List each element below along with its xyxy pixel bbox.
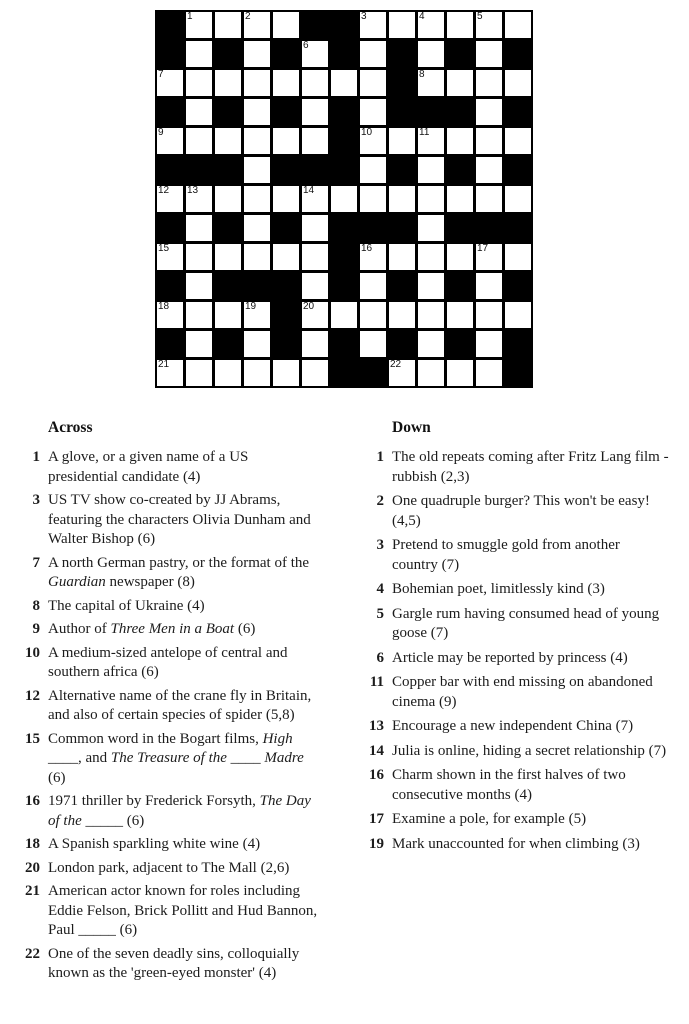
clue-item-number: 8 [32,597,40,614]
grid-cell-white[interactable] [157,360,183,386]
clue-item-text: Alternative name of the crane fly in Britain, and also of certain species of spider (5,8) [48,687,312,723]
grid-cell-black [476,215,502,241]
grid-cell-black [360,215,386,241]
grid-cell-black [157,157,183,183]
clue-item-text: Mark unaccounted for when climbing (3) [392,835,640,852]
grid-cell-black [273,331,299,357]
grid-cell-white[interactable] [186,302,212,328]
grid-cell-white[interactable] [389,244,415,270]
grid-cell-white[interactable] [157,302,183,328]
clue-item-down-11 [366,673,676,712]
grid-cell-white[interactable] [302,128,328,154]
grid-cell-white[interactable] [447,70,473,96]
grid-cell-white[interactable] [244,186,270,212]
clue-item-text: 1971 thriller by Frederick Forsyth, The Day of the _____ (6) [48,793,311,829]
grid-cell-black [331,215,357,241]
clues-section [0,420,676,988]
grid-cell-white[interactable] [505,12,531,38]
grid-cell-white[interactable] [157,244,183,270]
grid-cell-white[interactable] [476,12,502,38]
down-list [366,448,676,854]
grid-cell-white[interactable] [331,186,357,212]
grid-cell-white[interactable] [244,128,270,154]
clue-item-number: 15 [25,730,40,747]
grid-cell-black [389,215,415,241]
grid-cell-white[interactable] [476,157,502,183]
grid-clue-number: 20 [303,301,315,312]
grid-cell-white[interactable] [476,70,502,96]
clue-item-number: 14 [369,742,384,759]
clue-item-down-3 [366,536,676,575]
grid-cell-black [331,244,357,270]
grid-cell-white[interactable] [360,302,386,328]
clue-item-down-2 [366,492,676,531]
grid-cell-black [273,99,299,125]
grid-cell-black [331,157,357,183]
grid-cell-black [447,215,473,241]
clue-item-text: Julia is online, hiding a secret relationship (7) [392,742,667,759]
down-header: Down [392,419,431,436]
grid-cell-white[interactable] [447,302,473,328]
clue-item-number: 10 [25,644,40,661]
grid-clue-number: 3 [361,11,367,22]
grid-cell-white[interactable] [418,302,444,328]
clue-item-across-9 [22,620,338,640]
clue-item-number: 1 [32,449,40,465]
grid-clue-number: 4 [419,11,425,22]
grid-cell-white[interactable] [244,12,270,38]
clue-item-across-3 [22,491,338,550]
grid-cell-black [447,41,473,67]
grid-clue-number: 15 [158,243,170,254]
grid-cell-black [157,273,183,299]
clue-item-down-1 [366,448,676,487]
grid-clue-number: 17 [477,243,489,254]
grid-cell-white[interactable] [215,12,241,38]
grid-cell-white[interactable] [215,360,241,386]
grid-clue-number: 14 [303,185,315,196]
grid-cell-white[interactable] [186,12,212,38]
grid-cell-white[interactable] [273,186,299,212]
clue-item-across-22 [22,945,338,984]
grid-cell-white[interactable] [505,128,531,154]
grid-cell-white[interactable] [418,273,444,299]
grid-cell-black [447,273,473,299]
grid-cell-white[interactable] [476,331,502,357]
grid-clue-number: 6 [303,40,309,51]
grid-cell-black [186,157,212,183]
grid-cell-white[interactable] [476,273,502,299]
across-list [22,448,338,984]
grid-cell-white[interactable] [273,360,299,386]
grid-cell-black [447,157,473,183]
clue-item-down-5 [366,605,676,644]
grid-clue-number: 19 [245,301,257,312]
grid-cell-white[interactable] [476,99,502,125]
grid-cell-black [389,157,415,183]
grid-cell-white[interactable] [418,186,444,212]
clue-item-text: Bohemian poet, limitlessly kind (3) [392,581,605,597]
grid-cell-black [447,331,473,357]
grid-cell-white[interactable] [418,360,444,386]
grid-cell-white[interactable] [157,186,183,212]
grid-cell-white[interactable] [447,244,473,270]
clue-item-across-8 [22,597,338,617]
grid-cell-black [215,41,241,67]
grid-cell-white[interactable] [389,360,415,386]
clue-item-number: 4 [376,581,384,597]
grid-cell-white[interactable] [244,360,270,386]
grid-cell-white[interactable] [389,128,415,154]
grid-cell-white[interactable] [505,244,531,270]
grid-cell-white[interactable] [331,302,357,328]
grid-cell-white[interactable] [186,41,212,67]
clue-item-down-14 [366,742,676,762]
grid-cell-black [215,215,241,241]
clue-item-across-10 [22,644,338,683]
grid-clue-number: 11 [419,127,430,138]
clue-item-text: Charm shown in the first halves of two consecutive months (4) [392,767,626,803]
grid-cell-black [215,157,241,183]
clue-item-number: 19 [369,835,384,852]
grid-cell-white[interactable] [302,331,328,357]
clue-item-number: 12 [25,687,40,704]
grid-cell-black [215,331,241,357]
grid-cell-white[interactable] [447,128,473,154]
grid-clue-number: 12 [158,185,170,196]
clue-item-number: 16 [25,793,40,809]
grid-cell-white[interactable] [215,70,241,96]
grid-cell-black [273,302,299,328]
grid-cell-white[interactable] [244,70,270,96]
grid-clue-number: 10 [361,127,373,138]
clue-item-text: Pretend to smuggle gold from another country (7) [392,537,620,573]
across-clues-column [22,420,338,988]
grid-cell-white[interactable] [215,128,241,154]
grid-cell-white[interactable] [244,244,270,270]
grid-cell-black [418,99,444,125]
clue-item-text: A north German pastry, or the format of the Guardian newspaper (8) [48,554,310,590]
clue-item-text: Article may be reported by princess (4) [392,649,628,666]
grid-cell-white[interactable] [302,302,328,328]
grid-cell-white[interactable] [418,128,444,154]
grid-cell-white[interactable] [476,186,502,212]
clue-item-across-20 [22,859,338,879]
grid-clue-number: 22 [390,359,402,370]
grid-cell-white[interactable] [302,186,328,212]
grid-cell-black [215,99,241,125]
grid-cell-black [302,12,328,38]
grid-cell-black [302,157,328,183]
clue-item-down-16 [366,766,676,805]
clue-item-down-6 [366,649,676,669]
grid-cell-white[interactable] [476,302,502,328]
grid-cell-black [389,70,415,96]
clue-item-text: Gargle rum having consumed head of young goose (7) [392,605,660,641]
grid-cell-white[interactable] [447,360,473,386]
clue-item-number: 18 [25,836,40,852]
grid-cell-white[interactable] [360,70,386,96]
grid-clue-number: 13 [187,185,199,196]
clue-item-text: US TV show co-created by JJ Abrams, featuring the characters Olivia Dunham and Walter Bishop (6) [48,492,311,547]
clue-item-number: 13 [369,718,384,734]
grid-cell-white[interactable] [360,331,386,357]
grid-cell-white[interactable] [447,186,473,212]
clue-item-text: Copper bar with end missing on abandoned cinema (9) [392,674,653,710]
grid-cell-white[interactable] [389,186,415,212]
clue-item-number: 3 [32,492,40,508]
grid-cell-white[interactable] [360,186,386,212]
grid-cell-black [331,128,357,154]
grid-cell-black [157,331,183,357]
clue-item-number: 16 [369,767,384,783]
grid-cell-white[interactable] [244,302,270,328]
grid-cell-white[interactable] [215,186,241,212]
grid-cell-white[interactable] [418,244,444,270]
grid-cell-white[interactable] [244,157,270,183]
grid-cell-white[interactable] [476,128,502,154]
grid-clue-number: 2 [245,11,251,22]
crossword-grid [155,10,533,388]
clue-item-number: 17 [369,811,384,827]
grid-cell-black [505,215,531,241]
grid-cell-black [389,41,415,67]
grid-cell-white[interactable] [360,157,386,183]
grid-cell-white[interactable] [360,41,386,67]
grid-cell-black [389,99,415,125]
clue-item-number: 21 [25,883,40,899]
clue-item-across-7 [22,554,338,593]
grid-cell-white[interactable] [186,215,212,241]
grid-cell-white[interactable] [244,99,270,125]
clue-item-text: A Spanish sparkling white wine (4) [48,836,261,852]
grid-cell-white[interactable] [244,41,270,67]
grid-cell-white[interactable] [273,244,299,270]
grid-cell-black [215,273,241,299]
grid-cell-black [360,360,386,386]
grid-cell-black [505,99,531,125]
grid-cell-black [157,41,183,67]
grid-cell-black [273,273,299,299]
grid-cell-black [447,99,473,125]
grid-cell-white[interactable] [418,215,444,241]
grid-cell-white[interactable] [186,273,212,299]
grid-cell-white[interactable] [302,244,328,270]
clue-item-number: 7 [32,554,40,571]
grid-cell-black [331,273,357,299]
clue-item-number: 11 [369,674,384,690]
grid-cell-white[interactable] [505,186,531,212]
grid-cell-black [157,99,183,125]
clue-item-text: Author of Three Men in a Boat (6) [48,621,256,637]
clue-item-text: Common word in the Bogart films, High ____, and The Treasure of the ____ Madre (6) [48,730,304,786]
clue-item-down-13 [366,717,676,737]
clue-item-across-18 [22,835,338,855]
grid-cell-white[interactable] [360,99,386,125]
grid-cell-black [505,331,531,357]
clue-item-text: American actor known for roles including Eddie Felson, Brick Pollitt and Hud Bannon, Paul _____ (6) [48,883,318,938]
across-header: Across [48,419,93,436]
clue-item-text: A medium-sized antelope of central and southern africa (6) [48,644,288,680]
grid-cell-black [157,12,183,38]
clue-item-number: 3 [376,537,384,553]
grid-cell-white[interactable] [186,244,212,270]
grid-clue-number: 8 [419,69,425,80]
grid-cell-white[interactable] [331,70,357,96]
clue-item-number: 6 [376,649,384,666]
grid-cell-black [331,331,357,357]
grid-cell-black [389,273,415,299]
clue-item-number: 1 [376,449,384,465]
grid-cell-white[interactable] [186,70,212,96]
grid-cell-black [331,12,357,38]
clue-item-text: London park, adjacent to The Mall (2,6) [48,859,290,876]
clue-item-down-4 [366,580,676,600]
grid-cell-white[interactable] [418,41,444,67]
grid-cell-white[interactable] [244,331,270,357]
grid-cell-black [273,157,299,183]
grid-cell-white[interactable] [447,12,473,38]
clue-item-across-15 [22,730,338,789]
clue-item-text: One of the seven deadly sins, colloquially known as the 'green-eyed monster' (4) [48,945,300,981]
clue-item-number: 20 [25,859,40,876]
grid-cell-white[interactable] [302,99,328,125]
clue-item-text: The old repeats coming after Fritz Lang film - rubbish (2,3) [392,449,669,485]
grid-clue-number: 1 [187,11,193,22]
clue-item-number: 2 [376,493,384,509]
grid-cell-white[interactable] [505,302,531,328]
grid-cell-white[interactable] [157,70,183,96]
grid-cell-white[interactable] [389,302,415,328]
grid-cell-black [331,360,357,386]
grid-cell-white[interactable] [302,273,328,299]
grid-cell-white[interactable] [302,360,328,386]
grid-cell-black [505,360,531,386]
down-clues-column [366,420,676,859]
clue-item-text: Examine a pole, for example (5) [392,811,587,827]
grid-cell-white[interactable] [418,157,444,183]
clue-item-number: 9 [32,621,40,637]
grid-cell-black [331,99,357,125]
grid-cell-white[interactable] [418,12,444,38]
clue-item-text: The capital of Ukraine (4) [48,597,205,614]
grid-cell-white[interactable] [360,244,386,270]
grid-cell-white[interactable] [273,70,299,96]
grid-cell-white[interactable] [186,128,212,154]
grid-cell-black [505,157,531,183]
clue-item-down-17 [366,810,676,830]
grid-cell-black [505,41,531,67]
clue-item-text: A glove, or a given name of a US presidential candidate (4) [48,449,249,485]
grid-clue-number: 16 [361,243,373,254]
grid-cell-black [244,273,270,299]
grid-clue-number: 7 [158,69,164,80]
grid-clue-number: 18 [158,301,170,312]
grid-cell-white[interactable] [302,70,328,96]
grid-cell-white[interactable] [418,331,444,357]
grid-cell-white[interactable] [157,128,183,154]
clue-item-number: 22 [25,945,40,962]
grid-cell-black [273,215,299,241]
grid-cell-white[interactable] [389,12,415,38]
grid-clue-number: 9 [158,127,164,138]
grid-clue-number: 21 [158,359,170,370]
grid-cell-white[interactable] [186,99,212,125]
grid-cell-white[interactable] [505,70,531,96]
clue-item-text: Encourage a new independent China (7) [392,718,634,734]
grid-cell-white[interactable] [418,70,444,96]
clue-item-down-19 [366,835,676,855]
grid-cell-white[interactable] [215,302,241,328]
grid-cell-white[interactable] [476,360,502,386]
grid-cell-black [505,273,531,299]
grid-cell-white[interactable] [360,12,386,38]
grid-cell-white[interactable] [186,186,212,212]
grid-cell-white[interactable] [186,360,212,386]
clue-item-across-12 [22,687,338,726]
grid-cell-white[interactable] [302,215,328,241]
clue-item-number: 5 [376,605,384,622]
grid-cell-white[interactable] [186,331,212,357]
grid-cell-black [389,331,415,357]
grid-cell-white[interactable] [244,215,270,241]
clue-item-across-1 [22,448,338,487]
grid-cell-black [273,41,299,67]
grid-cell-white[interactable] [476,41,502,67]
clue-item-text: One quadruple burger? This won't be easy! (4,5) [392,493,650,529]
grid-cell-white[interactable] [360,128,386,154]
grid-cell-white[interactable] [360,273,386,299]
grid-cell-black [331,41,357,67]
clue-item-across-16 [22,792,338,831]
grid-cell-black [157,215,183,241]
clue-item-across-21 [22,882,338,941]
grid-cell-white[interactable] [215,244,241,270]
grid-cell-white[interactable] [302,41,328,67]
grid-clue-number: 5 [477,11,483,22]
grid-cell-white[interactable] [273,128,299,154]
grid-cell-white[interactable] [476,244,502,270]
grid-cell-white[interactable] [273,12,299,38]
